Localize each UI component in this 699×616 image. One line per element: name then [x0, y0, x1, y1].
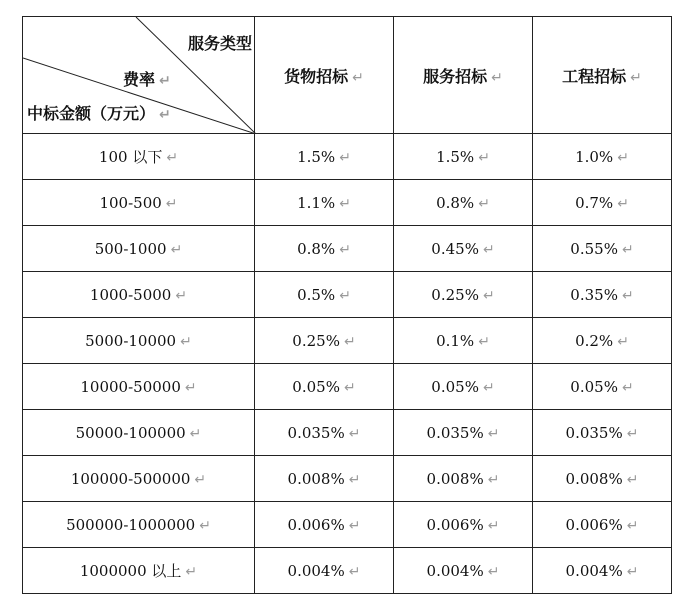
- return-mark-icon: ↵: [175, 287, 188, 304]
- column-header-goods: [255, 17, 394, 134]
- goods-rate-cell: [255, 272, 394, 318]
- return-mark-icon: ↵: [339, 149, 351, 166]
- engineering-rate-cell: [533, 548, 672, 594]
- amount-text: 500-1000: [94, 239, 167, 258]
- diagonal-label-rate-text: 费率: [123, 70, 156, 89]
- service-rate-cell: [394, 548, 533, 594]
- table-row: [23, 180, 672, 226]
- goods-rate-text: 0.25%: [292, 331, 340, 350]
- goods-rate-text: 0.5%: [297, 285, 336, 304]
- return-mark-icon: ↵: [348, 425, 361, 442]
- goods-rate-cell: [255, 180, 394, 226]
- service-rate-text: 0.1%: [436, 331, 475, 350]
- table-row: [23, 364, 672, 410]
- return-mark-icon: ↵: [482, 287, 495, 304]
- table-row: [23, 548, 672, 594]
- amount-cell: [23, 318, 255, 364]
- service-rate-cell: [394, 180, 533, 226]
- return-mark-icon: ↵: [189, 425, 202, 442]
- engineering-rate-text: 0.008%: [565, 469, 623, 488]
- engineering-rate-cell: [533, 226, 672, 272]
- amount-text: 10000-50000: [80, 377, 181, 396]
- goods-rate-text: 0.035%: [287, 423, 345, 442]
- goods-rate-text: 0.006%: [287, 515, 345, 534]
- return-mark-icon: ↵: [487, 425, 500, 442]
- column-header-goods-text: 货物招标: [284, 66, 349, 86]
- amount-cell: [23, 272, 255, 318]
- return-mark-icon: ↵: [626, 563, 639, 580]
- amount-text: 100 以下: [98, 148, 163, 166]
- diagonal-label-rate: [123, 67, 171, 90]
- return-mark-icon: ↵: [617, 149, 629, 166]
- engineering-rate-cell: [533, 502, 672, 548]
- amount-text: 50000-100000: [75, 423, 186, 442]
- goods-rate-text: 0.008%: [287, 469, 345, 488]
- return-mark-icon: ↵: [199, 517, 211, 534]
- engineering-rate-cell: [533, 410, 672, 456]
- service-rate-cell: [394, 502, 533, 548]
- return-mark-icon: ↵: [487, 517, 500, 534]
- return-mark-icon: ↵: [165, 195, 178, 212]
- return-mark-icon: ↵: [343, 379, 356, 396]
- engineering-rate-text: 0.05%: [570, 377, 618, 396]
- amount-cell: [23, 410, 255, 456]
- engineering-rate-cell: [533, 364, 672, 410]
- return-mark-icon: ↵: [617, 195, 629, 212]
- return-mark-icon: ↵: [159, 107, 171, 123]
- service-rate-text: 1.5%: [436, 147, 475, 166]
- goods-rate-cell: [255, 318, 394, 364]
- column-header-service-text: 服务招标: [423, 66, 488, 86]
- table-row: [23, 272, 672, 318]
- return-mark-icon: ↵: [166, 150, 179, 166]
- return-mark-icon: ↵: [621, 241, 634, 258]
- engineering-rate-text: 1.0%: [575, 147, 614, 166]
- amount-cell: [23, 364, 255, 410]
- engineering-rate-cell: [533, 272, 672, 318]
- service-rate-cell: [394, 456, 533, 502]
- return-mark-icon: ↵: [617, 333, 629, 350]
- amount-text: 1000-5000: [89, 285, 172, 304]
- return-mark-icon: ↵: [626, 471, 639, 488]
- table-row: [23, 502, 672, 548]
- return-mark-icon: ↵: [487, 471, 500, 488]
- engineering-rate-cell: [533, 318, 672, 364]
- return-mark-icon: ↵: [478, 149, 490, 166]
- service-rate-text: 0.004%: [426, 561, 484, 580]
- engineering-rate-text: 0.2%: [575, 331, 614, 350]
- engineering-rate-text: 0.35%: [570, 285, 618, 304]
- amount-cell: [23, 548, 255, 594]
- service-rate-cell: [394, 134, 533, 180]
- amount-text: 100-500: [99, 193, 162, 212]
- diagonal-label-amount-text: 中标金额（万元）: [27, 104, 156, 123]
- amount-cell: [23, 134, 255, 180]
- column-header-engineering-text: 工程招标: [562, 66, 627, 86]
- return-mark-icon: ↵: [339, 287, 351, 304]
- engineering-rate-cell: [533, 456, 672, 502]
- engineering-rate-cell: [533, 134, 672, 180]
- return-mark-icon: ↵: [184, 379, 197, 396]
- service-rate-text: 0.8%: [436, 193, 475, 212]
- amount-cell: [23, 502, 255, 548]
- service-rate-cell: [394, 410, 533, 456]
- goods-rate-text: 0.8%: [297, 239, 336, 258]
- return-mark-icon: ↵: [621, 379, 634, 396]
- return-mark-icon: ↵: [352, 69, 364, 86]
- service-rate-cell: [394, 226, 533, 272]
- goods-rate-text: 1.5%: [297, 147, 336, 166]
- table-row: [23, 456, 672, 502]
- return-mark-icon: ↵: [194, 471, 207, 488]
- header-row: [23, 17, 672, 134]
- engineering-rate-cell: [533, 180, 672, 226]
- return-mark-icon: ↵: [339, 195, 351, 212]
- service-rate-text: 0.45%: [431, 239, 479, 258]
- return-mark-icon: ↵: [482, 379, 495, 396]
- fee-rate-table: [22, 16, 672, 594]
- engineering-rate-text: 0.006%: [565, 515, 623, 534]
- amount-cell: [23, 456, 255, 502]
- return-mark-icon: ↵: [491, 69, 503, 86]
- fee-rate-table-body: [23, 17, 672, 594]
- return-mark-icon: ↵: [478, 195, 490, 212]
- service-rate-text: 0.006%: [426, 515, 484, 534]
- return-mark-icon: ↵: [630, 69, 642, 86]
- column-header-engineering: [533, 17, 672, 134]
- goods-rate-cell: [255, 226, 394, 272]
- engineering-rate-text: 0.004%: [565, 561, 623, 580]
- goods-rate-cell: [255, 548, 394, 594]
- goods-rate-cell: [255, 456, 394, 502]
- return-mark-icon: ↵: [482, 241, 495, 258]
- amount-text: 5000-10000: [85, 331, 177, 350]
- return-mark-icon: ↵: [348, 471, 361, 488]
- return-mark-icon: ↵: [626, 517, 639, 534]
- table-row: [23, 226, 672, 272]
- service-rate-text: 0.008%: [426, 469, 484, 488]
- goods-rate-text: 1.1%: [297, 193, 336, 212]
- service-rate-cell: [394, 318, 533, 364]
- goods-rate-text: 0.05%: [292, 377, 340, 396]
- diagonal-label-service-type: 服务类型: [187, 34, 252, 53]
- engineering-rate-text: 0.7%: [575, 193, 614, 212]
- return-mark-icon: ↵: [478, 333, 490, 350]
- return-mark-icon: ↵: [339, 241, 351, 258]
- return-mark-icon: ↵: [626, 425, 639, 442]
- return-mark-icon: ↵: [487, 563, 500, 580]
- return-mark-icon: ↵: [185, 564, 198, 580]
- service-rate-text: 0.25%: [431, 285, 479, 304]
- return-mark-icon: ↵: [621, 287, 634, 304]
- amount-text: 100000-500000: [70, 469, 191, 488]
- amount-cell: [23, 180, 255, 226]
- goods-rate-cell: [255, 364, 394, 410]
- return-mark-icon: ↵: [180, 333, 192, 350]
- diagonal-label-amount: [27, 101, 171, 124]
- return-mark-icon: ↵: [159, 73, 171, 89]
- amount-cell: [23, 226, 255, 272]
- return-mark-icon: ↵: [348, 517, 361, 534]
- amount-text: 1000000 以上: [79, 562, 182, 580]
- amount-text: 500000-1000000: [66, 515, 196, 534]
- goods-rate-cell: [255, 410, 394, 456]
- diagonal-header-cell: [23, 17, 255, 134]
- column-header-service: [394, 17, 533, 134]
- table-row: [23, 134, 672, 180]
- goods-rate-text: 0.004%: [287, 561, 345, 580]
- service-rate-cell: [394, 272, 533, 318]
- goods-rate-cell: [255, 502, 394, 548]
- service-rate-cell: [394, 364, 533, 410]
- engineering-rate-text: 0.035%: [565, 423, 623, 442]
- return-mark-icon: ↵: [348, 563, 361, 580]
- return-mark-icon: ↵: [343, 333, 356, 350]
- engineering-rate-text: 0.55%: [570, 239, 618, 258]
- service-rate-text: 0.05%: [431, 377, 479, 396]
- goods-rate-cell: [255, 134, 394, 180]
- table-row: [23, 410, 672, 456]
- table-row: [23, 318, 672, 364]
- service-rate-text: 0.035%: [426, 423, 484, 442]
- return-mark-icon: ↵: [170, 241, 183, 258]
